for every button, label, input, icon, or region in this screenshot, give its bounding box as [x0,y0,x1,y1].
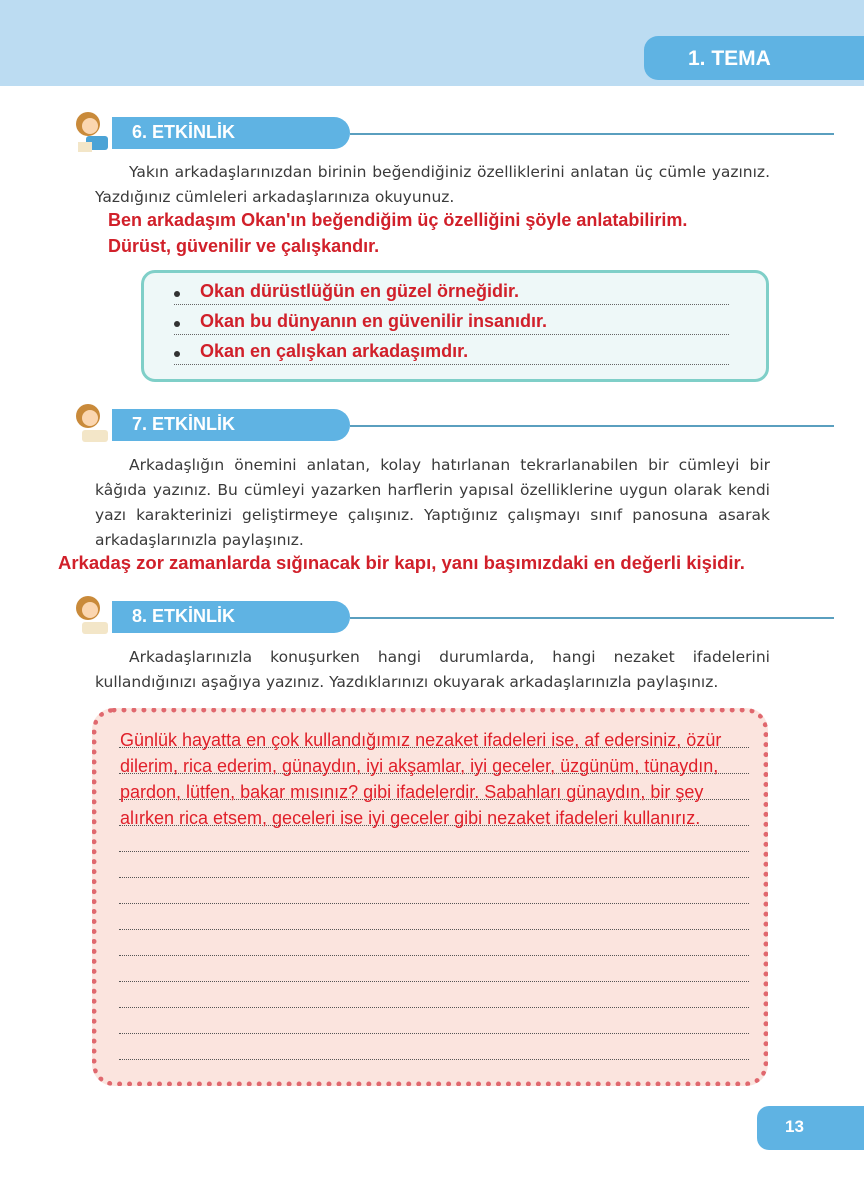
divider [350,133,834,135]
writing-line [119,981,749,982]
activity-8-header [64,590,774,640]
activity-6-answer-line-2: Dürüst, güvenilir ve çalışkandır. [108,236,380,256]
handwritten-answer: Günlük hayatta en çok kullandığımız nezaket ifadeleri ise, af edersiniz, özür dilerim, rica ederim, günaydın, iyi akşamlar, iyi geceler, üzgünüm, tünaydın, pardon, lütfen, bakar mısınız? gibi ifadelerdir. Sabahları günaydın, bir şey alırken rica etsem, geceleri ise iyi geceler gibi nezaket ifadeleri kullanırız. [120,730,722,828]
divider [350,617,834,619]
bullet-text: Okan dürüstlüğün en güzel örneğidir. [200,281,520,301]
activity-6-header [64,106,774,156]
activity-8-title: 8. ETKİNLİK [112,601,350,633]
bullet-text: Okan en çalışkan arkadaşımdır. [200,341,469,361]
writing-line [119,1007,749,1008]
activity-6-title: 6. ETKİNLİK [112,117,350,149]
writing-line [119,851,749,852]
writing-line [119,955,749,956]
activity-6-instruction: Yakın arkadaşlarınızdan birinin beğendiğiniz özelliklerini anlatan üç cümle yazınız. Yazdığınız cümleleri arkadaşlarınıza okuyunuz. [95,163,770,206]
theme-tab: 1. TEMA [644,36,864,80]
answer-bullet[interactable] [174,311,729,335]
writing-area[interactable] [92,708,768,1086]
activity-8-instruction: Arkadaşlarınızla konuşurken hangi durumlarda, hangi nezaket ifadelerini kullandığınızı aşağıya yazınız. Yazdıklarınızı okuyarak arkadaşlarınızla paylaşınız. [95,648,770,691]
writing-line [119,1033,749,1034]
answer-bullet[interactable] [174,341,729,365]
bullet-icon [174,351,180,357]
writing-line [119,903,749,904]
answer-bullet[interactable] [174,281,729,305]
writing-line [119,877,749,878]
bullet-icon [174,291,180,297]
page-number: 13 [757,1106,864,1150]
bullet-text: Okan bu dünyanın en güvenilir insanıdır. [200,311,548,331]
activity-7-answer: Arkadaş zor zamanlarda sığınacak bir kapı, yanı başımızdaki en değerli kişidir. [58,552,745,573]
activity-7-title: 7. ETKİNLİK [112,409,350,441]
bullet-icon [174,321,180,327]
activity-6-answer-line-1: Ben arkadaşım Okan'ın beğendiğim üç özelliğini şöyle anlatabilirim. [108,210,688,230]
answer-box [141,270,769,382]
activity-7-instruction: Arkadaşlığın önemini anlatan, kolay hatırlanan tekrarlanabilen bir cümleyi bir kâğıda yazınız. Bu cümleyi yazarken harflerin yapısal özelliklerine uygun olarak kendi yazı karakterinizi geliştirmeye çalışınız. Yaptığınız çalışmayı sınıf panosuna asarak arkadaşlarınızla paylaşınız. [95,456,770,549]
divider [350,425,834,427]
writing-line [119,1059,749,1060]
activity-7-header [64,398,774,448]
writing-line [119,929,749,930]
